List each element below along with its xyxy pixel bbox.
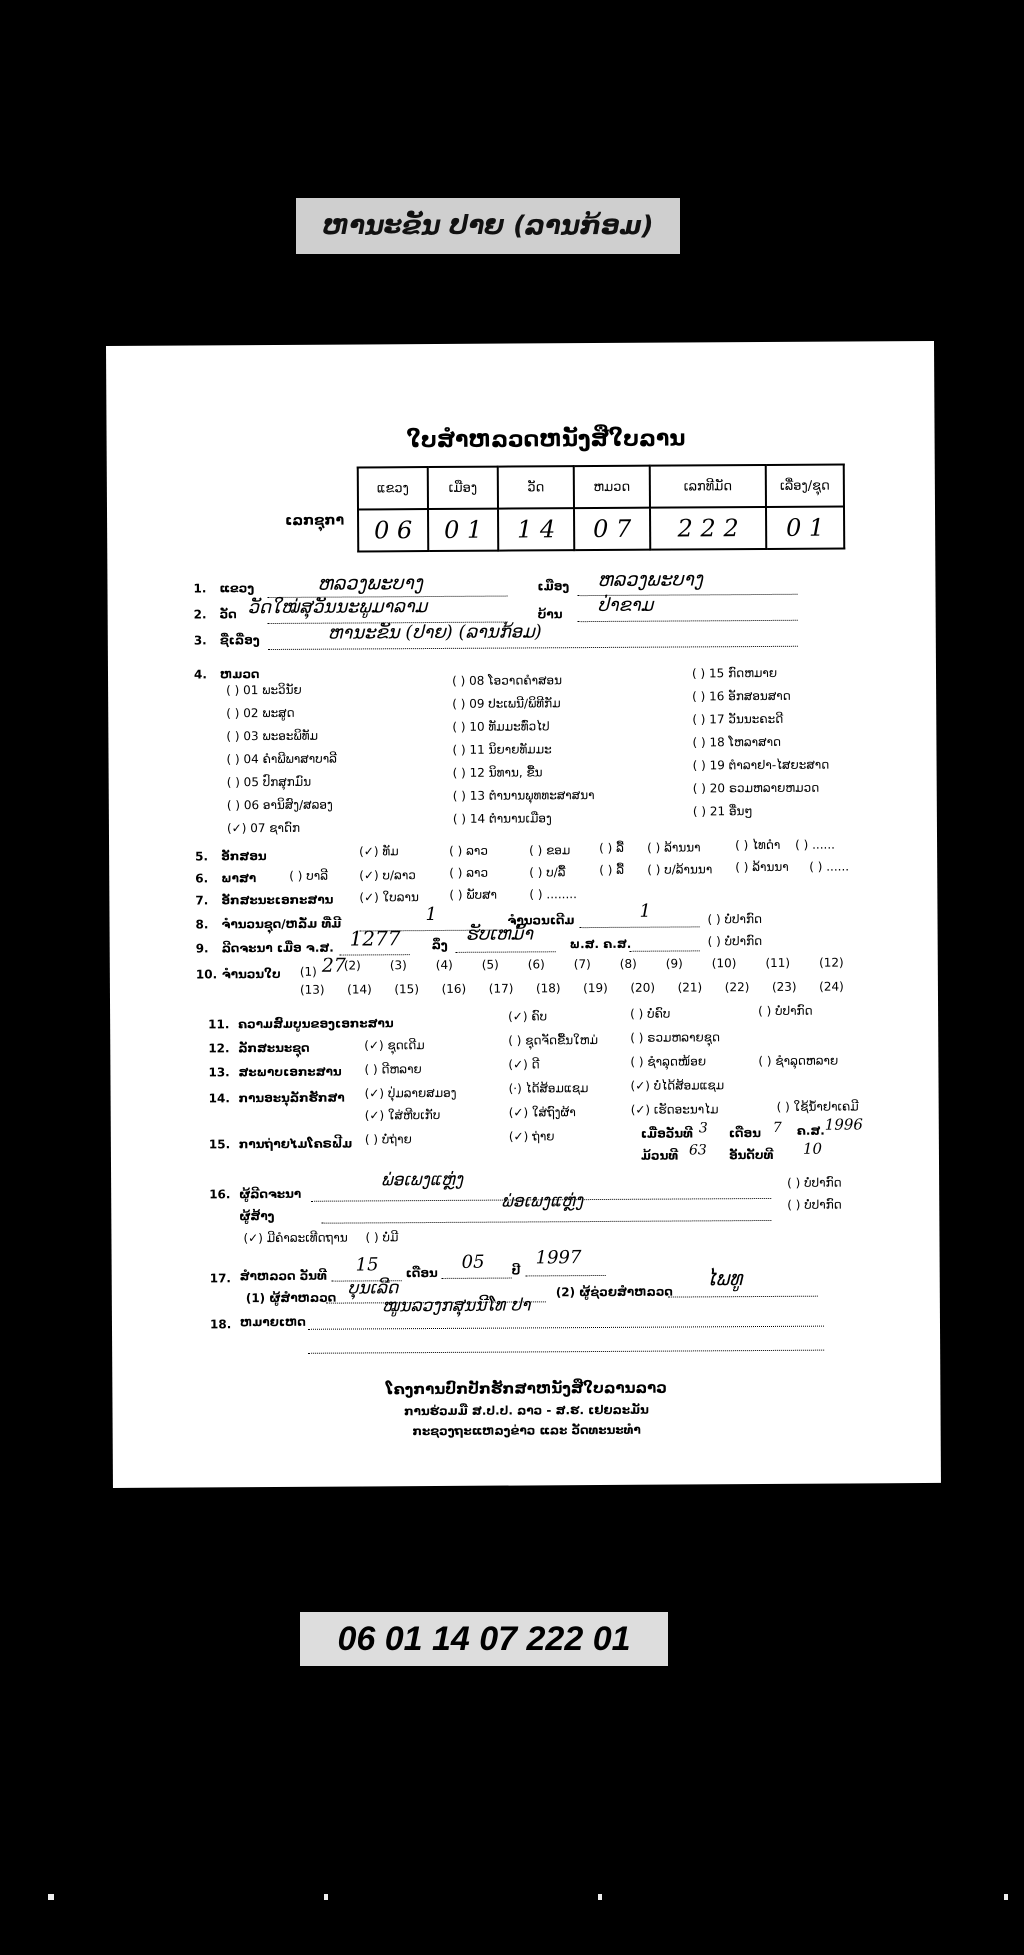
conservation-option[interactable]: (✓) ປຸ່ມລາຍສມອງ [364,1085,457,1101]
unknown-option[interactable]: ( ) ບໍ່ປາກົດ [787,1197,842,1212]
leaf-count-slot: (22) [724,980,750,995]
story-name-label: ຊື່ເລື່ອງ [219,633,260,648]
microfilm-option[interactable]: (✓) ຖ່າຍ [508,1129,555,1144]
scribe-value: ພ່ອເພງແຫຼ່ງ [381,1169,464,1191]
code-header: ເລກທີມັດ [650,465,766,508]
document-title-strip [296,198,680,254]
category-option[interactable]: ( ) 10 ທັມມະທົ່ວໄປ [452,719,550,734]
line-number: 15. [208,1137,231,1152]
inscribed-label: ລີດຈະນາ ເມື່ອ ຈ.ສ. [221,940,334,956]
category-option[interactable]: ( ) 11 ນິຍາຍທັມມະ [452,742,552,757]
material-option[interactable]: (✓) ໃບລານ [359,890,419,905]
line-number: 14. [208,1091,230,1106]
dotted-line [321,1220,771,1224]
category-option[interactable]: ( ) 06 ອານິສົງ/ສລອງ [226,797,333,813]
script-option[interactable]: (✓) ທັມ [359,844,399,859]
inscribed-value-2: ຮັບເຫມົ້າ [465,923,534,945]
film-speck [324,1894,328,1900]
leaf-count-slot: (17) [488,981,514,996]
language-option[interactable]: ( ) ບ/ລ້ານນາ [647,862,713,877]
line-number: 5. [195,849,209,864]
original-count-value: 1 [639,900,651,922]
survey-year: 1997 [535,1247,582,1269]
bundle-type-label: ລັກສະນະຊຸດ [238,1040,310,1056]
code-cell: 0 1 [428,509,498,551]
category-option[interactable]: ( ) 08 ໂອວາດຄຳສອນ [452,673,563,688]
village-value: ປ່າຂາມ [597,594,654,617]
leaf-count-slot: (23) [771,979,797,994]
code-cell: 0 6 [358,509,428,551]
dedication-option[interactable]: ( ) ບໍ່ມີ [365,1230,399,1245]
village-label: ບ້ານ [537,607,563,622]
roll-label: ມ້ວນທີ [640,1148,679,1163]
district-label: ເມືອງ [537,579,570,594]
microfilm-label: ການຖ່າຍໄມໂຄຣຟີມ [238,1136,353,1152]
material-option[interactable]: ( ) ພັບສາ [449,887,498,902]
bundle-type-option[interactable]: ( ) ຣວມຫລາຍຊຸດ [630,1030,721,1045]
assistant-label: (2) ຜູ້ຊ່ວຍສຳຫລວດ [555,1284,673,1300]
leaf-count-slot: (1) [299,964,317,979]
leaf-count-row-1 [344,956,844,979]
leaf-count-slot: (7) [573,957,591,972]
code-header: ເມືອງ [428,467,498,509]
bundle-type-option[interactable]: ( ) ຊຸດຈັດຂື້ນໃຫມ່ [508,1033,599,1048]
code-header: ຫມວດ [574,466,650,508]
leaf-count-slot: (10) [711,956,737,971]
conservation-option[interactable]: (·) ໄດ້ສ້ອມແຊມ [508,1081,589,1096]
script-option[interactable]: ( ) ຂອມ [529,843,571,858]
category-option[interactable]: ( ) 14 ຕຳນານເມືອງ [452,811,552,826]
code-cell: 1 4 [498,508,574,550]
language-option[interactable]: ( ) ...... [809,859,850,874]
dotted-line [668,1296,818,1298]
inscribed-year: 1277 [349,926,401,951]
script-option[interactable]: ( ) ລື້ [599,840,624,855]
category-option[interactable]: ( ) 04 ຄຳພີພາສາບາລີ [226,751,337,767]
story-name-value: ຫານະຂັນ (ປາຍ) (ລານກ້ອມ) [327,621,542,644]
dotted-line [340,954,410,955]
category-option[interactable]: ( ) 13 ຕຳນານພຸທທະສາສນາ [452,788,595,803]
leaf-count-slot: (2) [343,958,361,973]
document-title: ຫານະຂັນ ປາຍ (ລານກ້ອມ) [322,211,654,241]
category-option[interactable]: (✓) 07 ຊາດົກ [226,820,301,836]
conservation-option[interactable]: (✓) ໃສ່ຖົງຜ້າ [508,1105,576,1120]
category-option[interactable]: ( ) 02 ພະສູດ [226,705,295,721]
line-number: 4. [193,667,207,682]
leaf-count-value: 27 [321,954,347,977]
form-title: ໃບສຳຫລວດຫນັງສືໃບລານ [406,426,686,454]
leaf-count-row-2 [300,980,844,1003]
district-value: ຫລວງພະບາງ [597,568,703,592]
unknown-option[interactable]: ( ) ບໍ່ປາກົດ [707,912,763,927]
dotted-line [578,620,798,622]
category-option[interactable]: ( ) 20 ຣວມຫລາຍຫມວດ [692,780,820,796]
bottom-code-label [300,1612,668,1666]
category-option[interactable]: ( ) 12 ນິທານ, ຂື້ນ [452,765,543,780]
completeness-option[interactable]: ( ) ບໍ່ປາກົດ [758,1003,813,1019]
leaf-count-slot: (12) [819,955,844,970]
sponsor-value: ພ່ອເພງແຫຼ່ງ [501,1191,584,1212]
line-number: 2. [193,607,207,622]
surveyor-value: ບຸນເລີດ [347,1278,399,1299]
film-speck [48,1894,54,1900]
line-number: 18. [209,1317,232,1332]
bundle-count-value: 1 [425,903,437,926]
remarks-label: ຫມາຍເຫດ [239,1314,306,1330]
completeness-option[interactable]: ( ) ບໍ່ຄົບ [630,1006,671,1021]
leaf-count-slot: (3) [389,958,407,973]
category-option[interactable]: ( ) 18 ໂຫລາສາດ [692,734,782,750]
line-number: 13. [208,1065,230,1080]
language-option[interactable]: ( ) ລື້ [599,862,625,877]
code-header: ເລື່ອງ/ຊຸດ [766,464,844,506]
footer-line-1: ໂຄງການປົກປັກຮັກສາຫນັງສືໃບລານລາວ [385,1378,667,1399]
leaf-count-slot: (5) [481,957,499,972]
bundle-type-option[interactable]: (✓) ຊຸດເດີມ [364,1038,425,1053]
category-option[interactable]: ( ) 09 ປະເພນີ/ພິທີກັມ [452,696,561,711]
microfilm-option[interactable]: ( ) ບໍ່ຖ່າຍ [364,1132,412,1147]
survey-month-label: ເດືອນ [405,1265,438,1281]
leaf-count-label: ຈຳນວນໃບ [221,966,281,982]
category-option[interactable]: ( ) 16 ອັກສອນສາດ [692,688,791,704]
dotted-line [442,1278,512,1279]
condition-option[interactable]: ( ) ດີຫລາຍ [364,1062,422,1077]
condition-label: ສະພາບເອກະສານ [238,1064,342,1080]
leaf-count-slot: (13) [299,982,325,997]
surveyor-label: (1) ຜູ້ສຳຫລວດ [245,1290,337,1306]
category-option[interactable]: ( ) 17 ວັນນະຄະດີ [692,711,784,727]
temple-label: ວັດ [219,607,237,622]
script-option[interactable]: ( ) ໄທດຳ [735,837,781,853]
leaf-count-slot: (14) [347,982,372,997]
microfilm-month-label: ເດືອນ [728,1126,761,1141]
line-number: 7. [195,893,209,908]
survey-form [106,341,941,1488]
frame-value: 10 [802,1139,823,1158]
line-number: 16. [209,1187,231,1202]
bottom-code: 06 01 14 07 222 01 [337,1619,631,1658]
microfilm-year-label: ຄ.ສ. [796,1123,825,1138]
material-label: ອັກສະນະເອກະສານ [221,892,334,908]
assistant-value: ໄພທູ [705,1266,743,1291]
line-number: 11. [208,1017,230,1032]
conservation-option[interactable]: (✓) ບໍ່ໄດ້ສ້ອມແຊມ [630,1078,725,1093]
conservation-option[interactable]: (✓) ໃສ່ຫີບເກັບ [364,1107,441,1123]
remarks-value: ໝູນລວງກສຸນນີໂທ ປາ [381,1295,531,1317]
language-option[interactable]: (✓) ບ/ລາວ [359,868,416,883]
code-cell: 0 7 [574,508,650,550]
dotted-line [308,1326,824,1330]
temple-value: ວັດໃໝ່ສຸວັນນະພູມາລາມ [247,596,428,619]
category-option[interactable]: ( ) 19 ຕຳລາຢາ-ໄສຍະສາດ [692,757,830,773]
survey-year-label: ປີ [511,1263,521,1278]
line-number: 8. [195,917,209,932]
code-table [357,463,846,552]
leaf-count-slot: (4) [435,957,453,972]
conservation-option[interactable]: (✓) ເຮັດອະນາໄມ [630,1102,719,1117]
script-option[interactable]: ( ) ລ້ານນາ [647,840,701,855]
line-number: 3. [193,633,207,648]
completeness-label: ຄວາມສົມບູນຂອງເອກະສານ [238,1016,394,1032]
leaf-count-slot: (24) [819,979,844,994]
script-option[interactable]: ( ) ລາວ [449,843,488,858]
code-label: ເລກຊຸກາ [285,512,345,529]
province-label: ແຂວງ [219,581,255,596]
leaf-count-slot: (15) [394,982,420,997]
category-option[interactable]: ( ) 21 ອື່ນໆ [692,804,753,819]
line-number: 12. [208,1041,230,1056]
conservation-label: ການອະນຸລັກຮັກສາ [238,1090,345,1106]
dotted-line [630,950,700,951]
line-number: 1. [193,581,207,596]
line-number: 9. [195,941,209,956]
province-value: ຫລວງພະບາງ [317,572,423,595]
line-number: 6. [195,871,209,886]
survey-date-label: ສຳຫລວດ ວັນທີ [239,1268,327,1284]
category-option[interactable]: ( ) 15 ກົດຫມາຍ [691,665,778,681]
dotted-line [526,1275,606,1276]
language-option[interactable]: ( ) ລ້ານນາ [735,859,789,875]
microfilm-date-label: ເມື່ອວັນທີ [640,1126,693,1141]
condition-option[interactable]: (✓) ດີ [508,1057,540,1072]
material-option[interactable]: ( ) ........ [529,887,577,902]
original-count-label: ຈຳນວນເດີມ [507,913,575,928]
film-speck [1004,1894,1008,1900]
condition-option[interactable]: ( ) ຊຳລຸດໜ້ອຍ [630,1054,707,1069]
dotted-line [580,926,700,928]
bundle-count-label: ຈຳນວນຊຸດ/ຫລັ່ມ ທີ່ມີ [221,916,342,932]
code-cell: 2 2 2 [650,507,766,550]
completeness-option[interactable]: (✓) ຄົບ [508,1009,548,1024]
leaf-count-slot: (11) [765,955,791,970]
condition-option[interactable]: ( ) ຊຳລຸດຫລາຍ [758,1053,839,1069]
line-number: 10. [195,967,218,982]
code-header: ວັດ [498,466,574,508]
line-number: 17. [209,1271,232,1286]
leaf-count-slot: (16) [441,981,467,996]
leaf-count-slot: (19) [583,980,608,996]
survey-month: 05 [461,1251,485,1273]
code-header: ແຂວງ [358,467,428,509]
leaf-count-slot: (21) [677,980,703,995]
survey-day: 15 [355,1254,379,1276]
sponsor-label: ຜູ້ສ້າງ [239,1208,275,1224]
leaf-count-slot: (8) [619,956,637,971]
dotted-line [308,1350,824,1354]
leaf-count-slot: (9) [665,956,683,971]
unknown-option[interactable]: ( ) ບໍ່ປາກົດ [707,934,763,949]
inscribed-label-2: ລຶ່ງ [431,937,448,953]
conservation-option[interactable]: ( ) ໃຊ້ນ້ຳຢາເຄມີ [776,1099,859,1114]
frame-label: ອັນດັບທີ [728,1147,774,1163]
language-option[interactable]: ( ) ລາວ [449,865,489,880]
script-option[interactable]: ( ) ...... [795,837,835,852]
category-option[interactable]: ( ) 01 ພະວິນັຍ [226,682,302,698]
footer-line-2: ການຮ່ວມມື ສ.ປ.ປ. ລາວ - ສ.ຮ. ເຢຍລະມັນ [404,1402,649,1419]
script-label: ອັກສອນ [221,849,267,864]
leaf-count-slot: (6) [527,957,545,972]
microfilm-day: 3 [698,1120,708,1137]
film-speck [598,1894,602,1900]
dotted-line [268,646,798,650]
era-label: ພ.ສ. ຄ.ສ. [569,936,632,952]
leaf-count-slot: (20) [630,980,656,995]
roll-value: 63 [688,1142,707,1159]
dedication-option[interactable]: (✓) ມີຄຳລະເທີດຖານ [243,1230,348,1246]
category-label: ຫມວດ [219,667,260,682]
microfilm-month: 7 [772,1119,782,1136]
footer-line-3: ກະຊວງຖະແຫລງຂ່າວ ແລະ ວັດທະນະທຳ [412,1422,641,1439]
microfilm-year: 1996 [824,1115,864,1134]
language-option[interactable]: ( ) ບາລີ [289,868,329,883]
leaf-count-slot: (18) [535,981,561,996]
category-option[interactable]: ( ) 05 ປົກສຸກມົນ [226,774,312,790]
scribe-label: ຜູ້ລີດຈະນາ [239,1186,302,1202]
unknown-option[interactable]: ( ) ບໍ່ປາກົດ [787,1175,842,1190]
category-option[interactable]: ( ) 03 ພະອະພິທັມ [226,728,319,744]
code-cell: 0 1 [766,506,844,548]
language-option[interactable]: ( ) ບ/ລື້ [529,865,566,880]
language-label: ພາສາ [221,871,257,886]
dotted-line [456,951,556,953]
